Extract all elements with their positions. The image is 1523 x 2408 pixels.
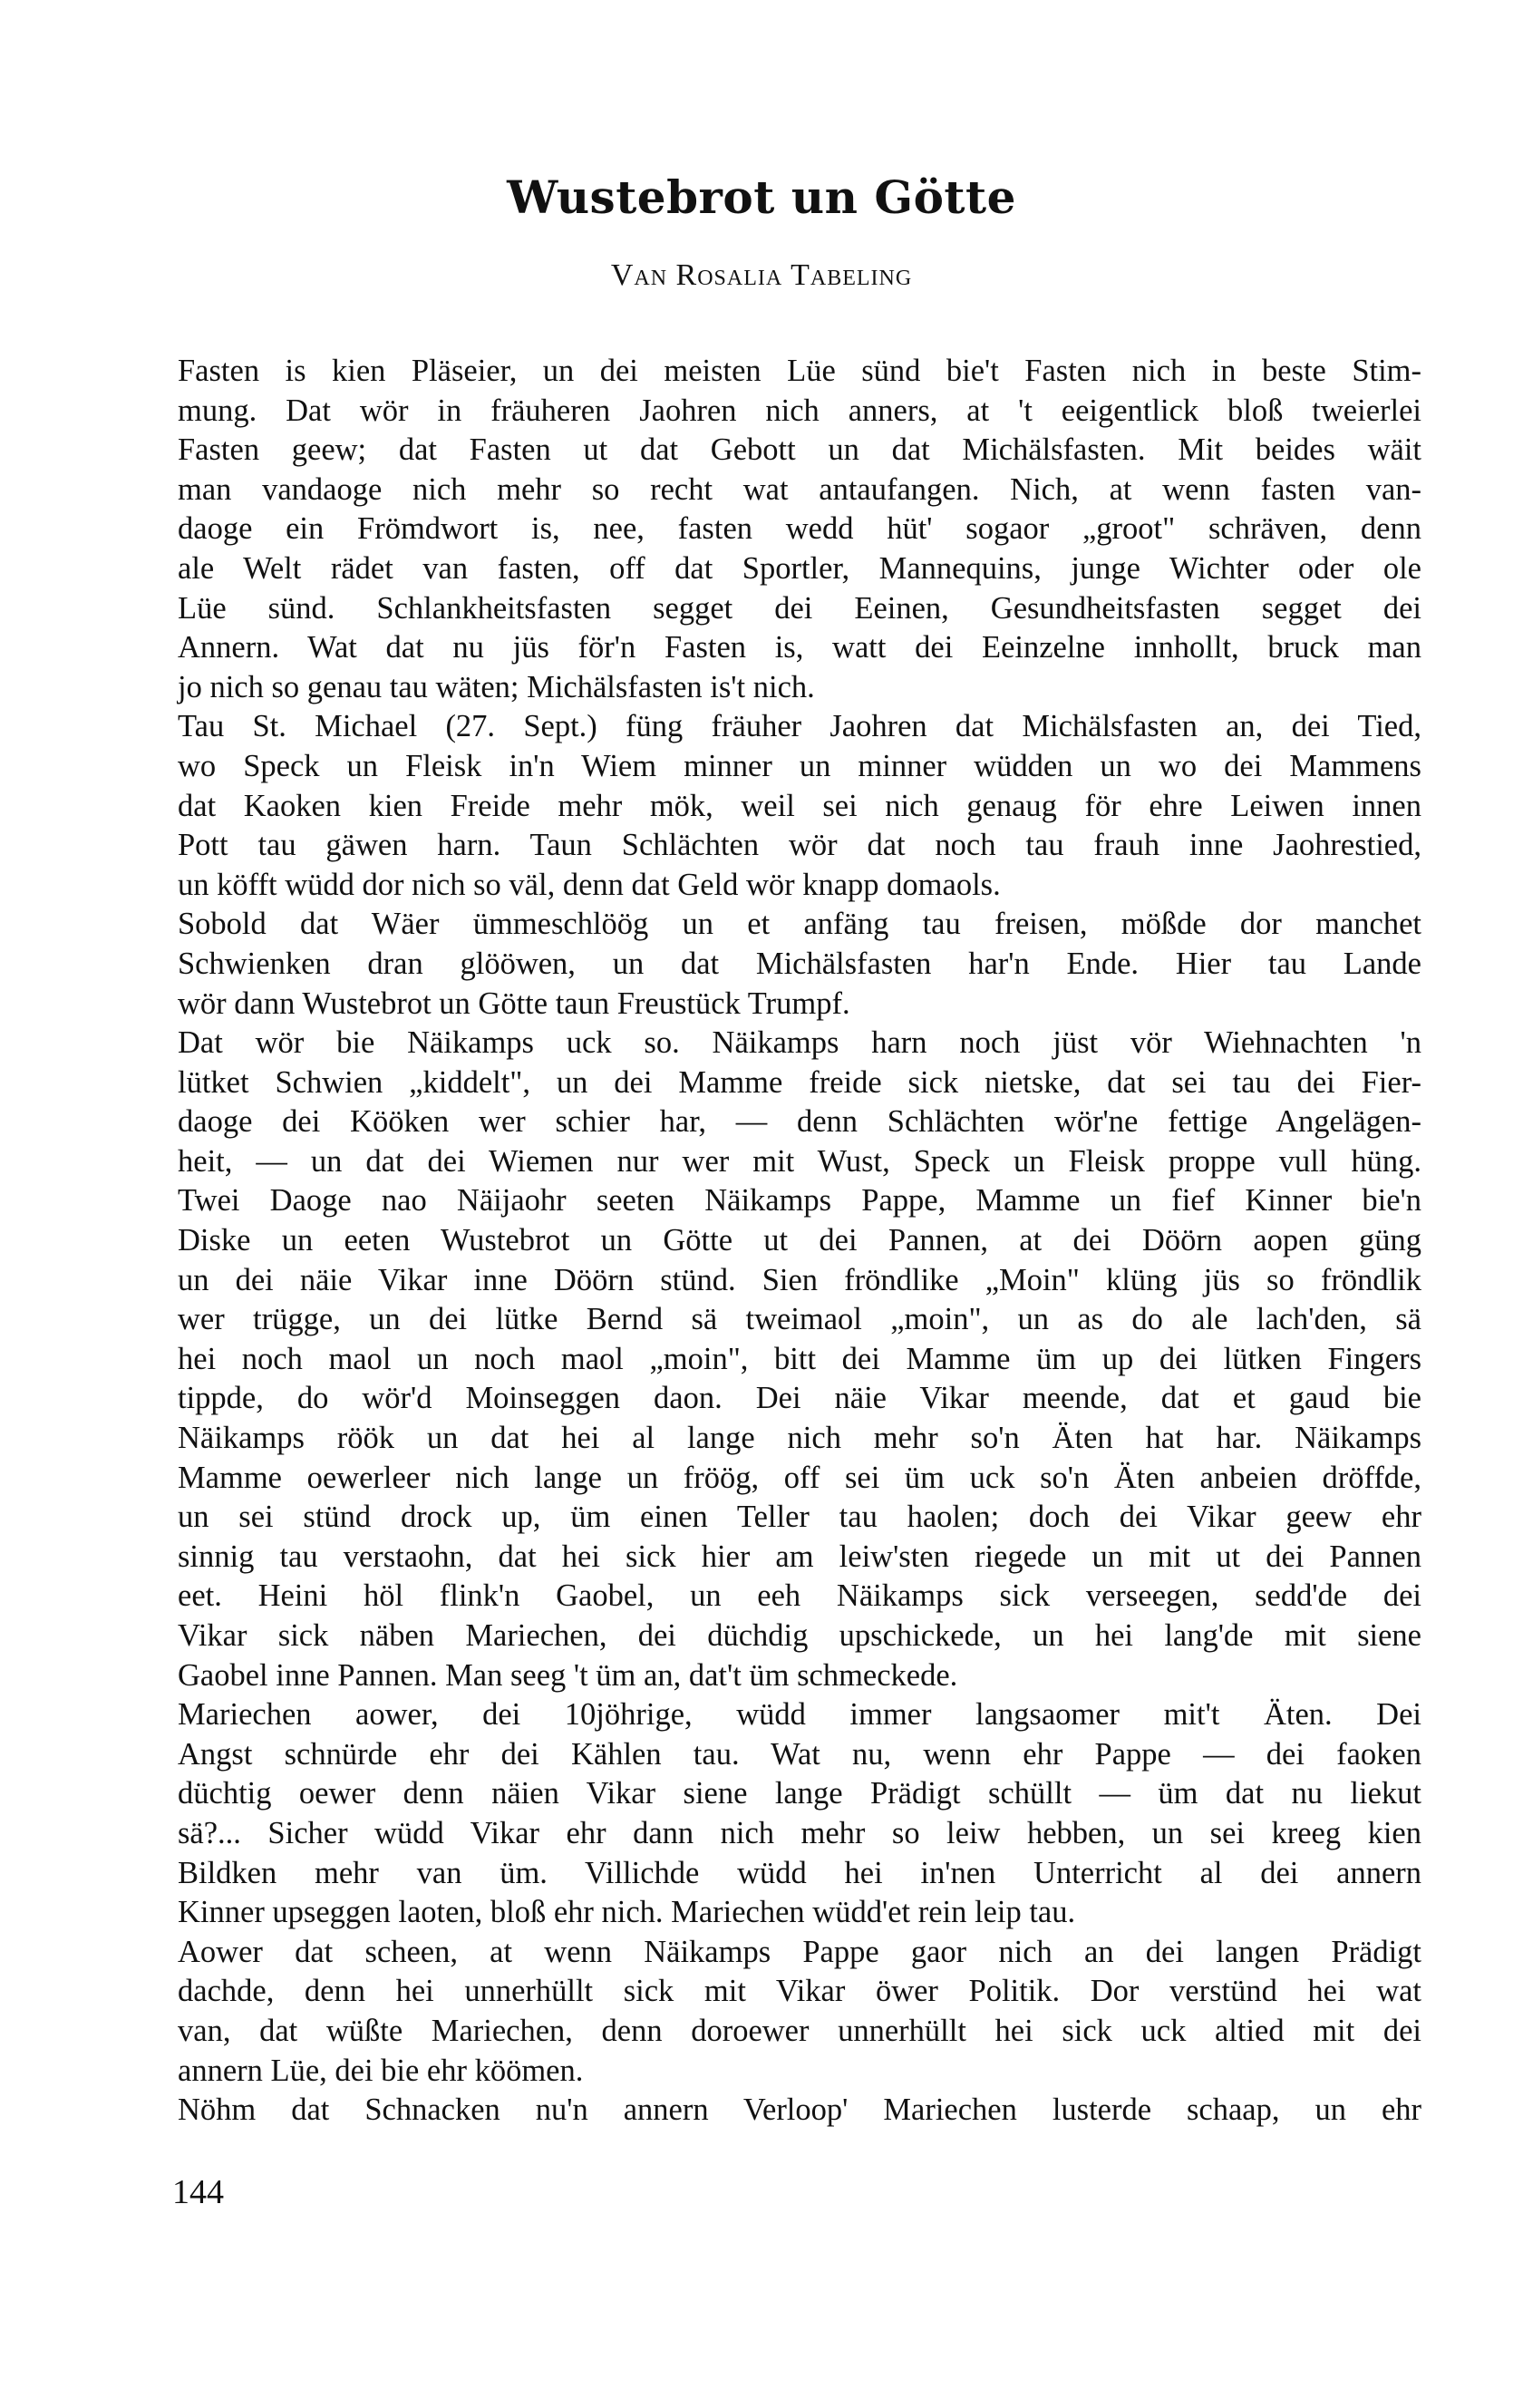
text-line: heit, — un dat dei Wiemen nur wer mit Wust, Speck un Fleisk proppe vull hüng. (178, 1143, 1421, 1179)
text-line: tippde, do wör'd Moinseggen daon. Dei näie Vikar meende, dat et gaud bie (178, 1381, 1421, 1416)
text-line: man vandaoge nich mehr so recht wat antaufangen. Nich, at wenn fasten van- (178, 471, 1421, 507)
text-line: sinnig tau verstaohn, dat hei sick hier am leiw'sten riegede un mit ut dei Pannen (178, 1539, 1421, 1574)
text-line: dat Kaoken kien Freide mehr mök, weil sei nich genaug för ehre Leiwen innen (178, 788, 1421, 823)
text-line: Pott tau gäwen harn. Taun Schlächten wör dat noch tau frauh inne Jaohrestied, (178, 828, 1421, 863)
text-line: Fasten geew; dat Fasten ut dat Gebott un dat Michälsfasten. Mit beides wäit (178, 432, 1421, 468)
text-line: ale Welt rädet van fasten, off dat Sportler, Mannequins, junge Wichter oder ole (178, 550, 1421, 586)
text-line: Sobold dat Wäer ümmeschlöög un et anfäng tau freisen, mößde dor manchet (178, 907, 1421, 942)
text-line: un sei stünd drock up, üm einen Teller tau haolen; doch dei Vikar geew ehr (178, 1500, 1421, 1535)
text-line: Näikamps röök un dat hei al lange nich mehr so'n Äten hat har. Näikamps (178, 1421, 1421, 1456)
text-line: düchtig oewer denn näien Vikar siene lange Prädigt schüllt — üm dat nu liekut (178, 1776, 1421, 1811)
text-line: wer trügge, un dei lütke Bernd sä tweimaol „moin", un as do ale lach'den, sä (178, 1302, 1421, 1337)
text-line: daoge dei Kööken wer schier har, — denn Schlächten wör'ne fettige Angelägen- (178, 1104, 1421, 1140)
text-line: Angst schnürde ehr dei Kählen tau. Wat nu, wenn ehr Pappe — dei faoken (178, 1736, 1421, 1772)
text-line: Annern. Wat dat nu jüs för'n Fasten is, watt dei Eeinzelne innhollt, bruck man (178, 630, 1421, 665)
text-line: Twei Daoge nao Näijaohr seeten Näikamps Pappe, Mamme un fief Kinner bie'n (178, 1183, 1421, 1219)
text-line: Tau St. Michael (27. Sept.) füng fräuher Jaohren dat Michälsfasten an, dei Tied, (178, 709, 1421, 744)
page-number: 144 (172, 2173, 224, 2211)
text-line: Fasten is kien Pläseier, un dei meisten Lüe sünd bie't Fasten nich in beste Stim- (178, 354, 1421, 388)
text-line: Vikar sick näben Mariechen, dei düchdig upschickede, un hei lang'de mit siene (178, 1618, 1421, 1653)
text-line: Mamme oewerleer nich lange un fröög, off sei üm uck so'n Äten anbeien dröffde, (178, 1460, 1421, 1495)
text-line: Diske un eeten Wustebrot un Götte ut dei Pannen, at dei Döörn aopen güng (178, 1223, 1421, 1258)
text-line: lütket Schwien „kiddelt", un dei Mamme freide sick nietske, dat sei tau dei Fier- (178, 1064, 1421, 1100)
text-line: Gaobel inne Pannen. Man seeg 't üm an, dat't üm schmeckede. (178, 1657, 958, 1693)
text-line: annern Lüe, dei bie ehr köömen. (178, 2053, 584, 2088)
text-line: sä?... Sicher wüdd Vikar ehr dann nich mehr so leiw hebben, un sei kreeg kien (178, 1815, 1421, 1850)
text-line: Dat wör bie Näikamps uck so. Näikamps harn noch jüst vör Wiehnachten 'n (178, 1025, 1421, 1061)
text-line: dachde, denn hei unnerhüllt sick mit Vikar öwer Politik. Dor verstünd hei wat (178, 1974, 1421, 2009)
text-line: van, dat wüßte Mariechen, denn doroewer unnerhüllt hei sick uck altied mit dei (178, 2013, 1421, 2048)
text-line: Nöhm dat Schnacken nu'n annern Verloop' Mariechen lusterde schaap, un ehr (178, 2092, 1421, 2128)
text-line: Kinner upseggen laoten, bloß ehr nich. Mariechen wüdd'et rein leip tau. (178, 1895, 1076, 1930)
text-line: un köfft wüdd dor nich so väl, denn dat Geld wör knapp domaols. (178, 867, 1001, 902)
text-line: Bildken mehr van üm. Villichde wüdd hei in'nen Unterricht al dei annern (178, 1855, 1421, 1890)
text-line: wör dann Wustebrot un Götte taun Freustück Trumpf. (178, 986, 850, 1021)
author-byline: Van Rosalia Tabeling (610, 258, 913, 292)
text-line: Aower dat scheen, at wenn Näikamps Pappe gaor nich an dei langen Prädigt (178, 1934, 1421, 1969)
text-line: un dei näie Vikar inne Döörn stünd. Sien fröndlike „Moin" klüng jüs so fröndlik (178, 1262, 1421, 1297)
text-line: hei noch maol un noch maol „moin", bitt dei Mamme üm up dei lütken Fingers (178, 1341, 1421, 1376)
text-line: Schwienken dran glööwen, un dat Michälsfasten har'n Ende. Hier tau Lande (178, 946, 1421, 981)
text-line: daoge ein Frömdwort is, nee, fasten wedd hüt' sogaor „groot" schräven, denn (178, 511, 1421, 547)
text-line: eet. Heini höl flink'n Gaobel, un eeh Näikamps sick verseegen, sedd'de dei (178, 1578, 1421, 1614)
text-line: Lüe sünd. Schlankheitsfasten segget dei Eeinen, Gesundheitsfasten segget dei (178, 590, 1421, 626)
text-line: jo nich so genau tau wäten; Michälsfasten is't nich. (178, 669, 815, 704)
body-text (178, 352, 1421, 2131)
text-line: mung. Dat wör in fräuheren Jaohren nich anners, at 't eeigentlick bloß tweierlei (178, 393, 1421, 428)
text-line: Mariechen aower, dei 10jöhrige, wüdd immer langsaomer mit't Äten. Dei (178, 1697, 1421, 1733)
page-title: Wustebrot un Götte (507, 170, 1016, 224)
text-line: wo Speck un Fleisk in'n Wiem minner un minner wüdden un wo dei Mammens (178, 748, 1421, 783)
